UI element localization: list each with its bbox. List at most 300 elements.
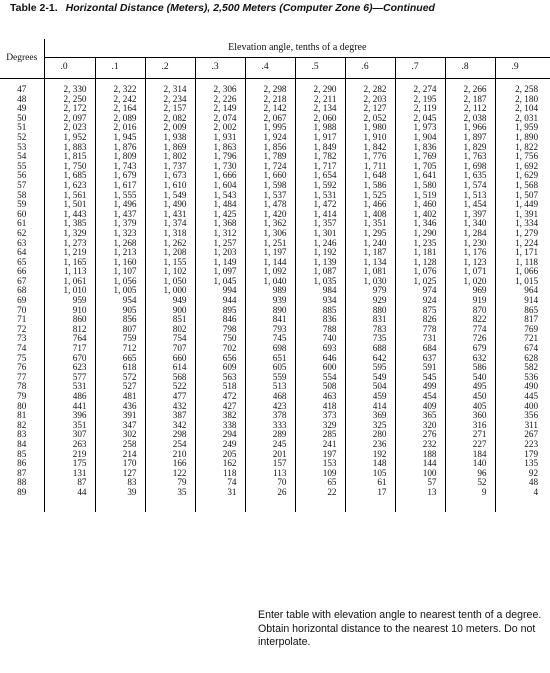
distance-cell: 219 bbox=[44, 450, 95, 460]
distance-cell: 157 bbox=[245, 459, 295, 469]
distance-cell: 162 bbox=[195, 459, 245, 469]
distance-cell: 568 bbox=[145, 373, 195, 383]
tenth-header: .8 bbox=[445, 57, 495, 78]
table-number: Table 2-1. bbox=[10, 2, 58, 14]
table-row bbox=[0, 430, 550, 440]
distance-cell: 929 bbox=[345, 296, 395, 306]
distance-cell: 702 bbox=[195, 344, 245, 354]
distance-cell: 944 bbox=[195, 296, 245, 306]
distance-cell: 144 bbox=[395, 459, 445, 469]
distance-cell: 2, 031 bbox=[515, 113, 539, 123]
distance-cell: 637 bbox=[395, 354, 445, 364]
distance-cell: 131 bbox=[44, 469, 95, 479]
distance-cell: 688 bbox=[345, 344, 395, 354]
distance-cell: 148 bbox=[345, 459, 395, 469]
distance-cell: 1, 385 bbox=[44, 219, 95, 229]
distance-cell: 1, 952 bbox=[44, 133, 95, 143]
distance-cell: 1, 295 bbox=[345, 229, 395, 239]
distance-cell: 2, 314 bbox=[145, 85, 195, 95]
distance-cell: 2, 002 bbox=[195, 123, 245, 133]
distance-cell: 423 bbox=[245, 402, 295, 412]
distance-cell: 13 bbox=[395, 488, 445, 498]
degree-cell: 76 bbox=[0, 363, 44, 373]
distance-cell: 693 bbox=[295, 344, 345, 354]
distance-cell: 2, 266 bbox=[445, 85, 495, 95]
distance-cell: 432 bbox=[145, 402, 195, 412]
degree-cell: 80 bbox=[0, 402, 44, 412]
table-row bbox=[0, 469, 550, 479]
distance-cell: 856 bbox=[95, 315, 145, 325]
distance-cell: 1, 641 bbox=[395, 171, 445, 181]
degree-cell: 82 bbox=[0, 421, 44, 431]
distance-cell: 1, 635 bbox=[445, 171, 495, 181]
table-row bbox=[0, 354, 550, 364]
distance-cell: 1, 149 bbox=[195, 258, 245, 268]
distance-cell: 1, 449 bbox=[515, 200, 539, 210]
table-row bbox=[0, 440, 550, 450]
distance-cell: 1, 420 bbox=[245, 210, 295, 220]
distance-cell: 1, 368 bbox=[195, 219, 245, 229]
table-row bbox=[0, 219, 550, 229]
distance-cell: 1, 842 bbox=[345, 143, 395, 153]
distance-cell: 1, 496 bbox=[95, 200, 145, 210]
tenth-header: .2 bbox=[145, 57, 195, 78]
distance-cell: 745 bbox=[245, 334, 295, 344]
table-title bbox=[10, 2, 540, 14]
distance-cell: 1, 617 bbox=[95, 181, 145, 191]
degree-cell: 49 bbox=[0, 104, 44, 114]
distance-cell: 2, 082 bbox=[145, 114, 195, 124]
degree-cell: 86 bbox=[0, 459, 44, 469]
distance-cell: 812 bbox=[44, 325, 95, 335]
distance-cell: 1, 097 bbox=[195, 267, 245, 277]
degree-cell: 71 bbox=[0, 315, 44, 325]
distance-cell: 831 bbox=[345, 315, 395, 325]
distance-cell: 17 bbox=[345, 488, 395, 498]
distance-cell: 1, 555 bbox=[95, 191, 145, 201]
distance-cell: 2, 119 bbox=[395, 104, 445, 114]
distance-cell: 1, 692 bbox=[515, 161, 539, 171]
distance-cell: 481 bbox=[95, 392, 145, 402]
distance-cell: 1, 362 bbox=[245, 219, 295, 229]
distance-cell: 1, 318 bbox=[145, 229, 195, 239]
distance-cell: 83 bbox=[95, 478, 145, 488]
distance-cell: 1, 549 bbox=[145, 191, 195, 201]
distance-cell: 418 bbox=[295, 402, 345, 412]
table-row bbox=[0, 123, 550, 133]
degree-cell: 72 bbox=[0, 325, 44, 335]
distance-cell: 910 bbox=[44, 306, 95, 316]
distance-cell: 338 bbox=[195, 421, 245, 431]
distance-cell: 1, 711 bbox=[345, 162, 395, 172]
distance-cell: 582 bbox=[524, 363, 539, 373]
distance-cell: 1, 015 bbox=[515, 276, 539, 286]
distance-cell: 351 bbox=[44, 421, 95, 431]
distance-cell: 1, 737 bbox=[145, 162, 195, 172]
distance-cell: 1, 000 bbox=[145, 286, 195, 296]
table-row bbox=[0, 133, 550, 143]
distance-cell: 1, 654 bbox=[295, 171, 345, 181]
distance-cell: 2, 187 bbox=[445, 95, 495, 105]
distance-cell: 1, 756 bbox=[515, 152, 539, 162]
distance-cell: 1, 020 bbox=[445, 277, 495, 287]
table-row bbox=[0, 373, 550, 383]
distance-cell: 698 bbox=[245, 344, 295, 354]
distance-cell: 1, 230 bbox=[445, 239, 495, 249]
distance-cell: 4 bbox=[533, 487, 539, 497]
distance-cell: 836 bbox=[295, 315, 345, 325]
degree-cell: 66 bbox=[0, 267, 44, 277]
distance-cell: 210 bbox=[145, 450, 195, 460]
distance-cell: 559 bbox=[245, 373, 295, 383]
distance-cell: 1, 610 bbox=[145, 181, 195, 191]
distance-cell: 1, 802 bbox=[145, 152, 195, 162]
distance-cell: 1, 144 bbox=[245, 258, 295, 268]
degree-cell: 65 bbox=[0, 258, 44, 268]
distance-cell: 846 bbox=[195, 315, 245, 325]
distance-cell: 2, 157 bbox=[145, 104, 195, 114]
distance-cell: 1, 809 bbox=[95, 152, 145, 162]
table-row bbox=[0, 488, 550, 498]
distance-cell: 1, 251 bbox=[245, 239, 295, 249]
distance-cell: 1, 717 bbox=[295, 162, 345, 172]
distance-cell: 2, 258 bbox=[515, 85, 539, 94]
distance-cell: 750 bbox=[195, 334, 245, 344]
distance-cell: 486 bbox=[44, 392, 95, 402]
distance-cell: 96 bbox=[445, 469, 495, 479]
distance-cell: 294 bbox=[195, 430, 245, 440]
distance-cell: 298 bbox=[145, 430, 195, 440]
distance-cell: 70 bbox=[245, 478, 295, 488]
distance-cell: 271 bbox=[445, 430, 495, 440]
distance-cell: 1, 240 bbox=[345, 239, 395, 249]
distance-cell: 726 bbox=[445, 334, 495, 344]
distance-cell: 674 bbox=[524, 344, 539, 354]
tenth-header: .5 bbox=[295, 57, 345, 78]
distance-cell: 1, 301 bbox=[295, 229, 345, 239]
distance-cell: 1, 945 bbox=[95, 133, 145, 143]
distance-cell: 1, 876 bbox=[95, 143, 145, 153]
distance-cell: 2, 067 bbox=[245, 114, 295, 124]
distance-cell: 605 bbox=[245, 363, 295, 373]
distance-cell: 140 bbox=[445, 459, 495, 469]
distance-cell: 232 bbox=[395, 440, 445, 450]
distance-cell: 572 bbox=[95, 373, 145, 383]
distance-cell: 1, 789 bbox=[245, 152, 295, 162]
distance-cell: 1, 402 bbox=[395, 210, 445, 220]
degree-cell: 70 bbox=[0, 306, 44, 316]
distance-cell: 289 bbox=[245, 430, 295, 440]
distance-cell: 2, 290 bbox=[295, 85, 345, 95]
distance-cell: 1, 673 bbox=[145, 171, 195, 181]
distance-cell: 545 bbox=[395, 373, 445, 383]
distance-cell: 2, 306 bbox=[195, 85, 245, 95]
distance-cell: 670 bbox=[44, 354, 95, 364]
distance-cell: 959 bbox=[44, 296, 95, 306]
distance-cell: 188 bbox=[395, 450, 445, 460]
distance-cell: 445 bbox=[524, 392, 539, 401]
table-row bbox=[0, 334, 550, 344]
distance-cell: 118 bbox=[195, 469, 245, 479]
distance-cell: 65 bbox=[295, 478, 345, 488]
distance-cell: 1, 118 bbox=[515, 257, 539, 267]
distance-cell: 1, 351 bbox=[345, 219, 395, 229]
distance-cell: 31 bbox=[195, 488, 245, 498]
degree-cell: 48 bbox=[0, 95, 44, 105]
table-row bbox=[0, 267, 550, 277]
distance-cell: 360 bbox=[445, 411, 495, 421]
distance-cell: 1, 397 bbox=[445, 210, 495, 220]
distance-cell: 1, 273 bbox=[44, 239, 95, 249]
distance-cell: 450 bbox=[445, 392, 495, 402]
distance-cell: 504 bbox=[345, 382, 395, 392]
degree-cell: 61 bbox=[0, 219, 44, 229]
distance-cell: 1, 685 bbox=[44, 171, 95, 181]
distance-cell: 1, 312 bbox=[195, 229, 245, 239]
distance-cell: 1, 568 bbox=[515, 180, 539, 190]
distance-cell: 1, 507 bbox=[515, 190, 539, 200]
distance-cell: 175 bbox=[44, 459, 95, 469]
distance-cell: 1, 176 bbox=[445, 248, 495, 258]
distance-cell: 1, 357 bbox=[295, 219, 345, 229]
table-row bbox=[0, 296, 550, 306]
distance-cell: 2, 134 bbox=[295, 104, 345, 114]
distance-cell: 949 bbox=[145, 296, 195, 306]
distance-cell: 1, 040 bbox=[245, 277, 295, 287]
distance-cell: 105 bbox=[345, 469, 395, 479]
degree-cell: 75 bbox=[0, 354, 44, 364]
distance-cell: 939 bbox=[245, 296, 295, 306]
table-row bbox=[0, 286, 550, 296]
distance-cell: 454 bbox=[395, 392, 445, 402]
elevation-angle-header: Elevation angle, tenths of a degree bbox=[44, 39, 550, 57]
distance-cell: 378 bbox=[245, 411, 295, 421]
distance-cell: 373 bbox=[295, 411, 345, 421]
degree-cell: 64 bbox=[0, 248, 44, 258]
distance-cell: 900 bbox=[145, 306, 195, 316]
table-row bbox=[0, 143, 550, 153]
distance-cell: 769 bbox=[524, 324, 539, 334]
distance-cell: 822 bbox=[445, 315, 495, 325]
distance-cell: 1, 181 bbox=[395, 248, 445, 258]
distance-cell: 490 bbox=[524, 382, 539, 392]
table-row bbox=[0, 363, 550, 373]
distance-cell: 1, 904 bbox=[395, 133, 445, 143]
distance-cell: 2, 330 bbox=[44, 85, 95, 95]
distance-cell: 895 bbox=[195, 306, 245, 316]
table-row bbox=[0, 344, 550, 354]
distance-cell: 1, 869 bbox=[145, 143, 195, 153]
distance-cell: 1, 107 bbox=[95, 267, 145, 277]
distance-cell: 1, 931 bbox=[195, 133, 245, 143]
distance-cell: 127 bbox=[95, 469, 145, 479]
distance-cell: 1, 466 bbox=[345, 200, 395, 210]
distance-cell: 57 bbox=[395, 478, 445, 488]
distance-cell: 436 bbox=[95, 402, 145, 412]
distance-cell: 1, 501 bbox=[44, 200, 95, 210]
distance-cell: 2, 045 bbox=[395, 114, 445, 124]
distance-cell: 1, 061 bbox=[44, 277, 95, 287]
degree-cell: 68 bbox=[0, 286, 44, 296]
distance-cell: 1, 208 bbox=[145, 248, 195, 258]
distance-cell: 665 bbox=[95, 354, 145, 364]
distance-cell: 826 bbox=[395, 315, 445, 325]
distance-cell: 1, 537 bbox=[245, 191, 295, 201]
distance-cell: 1, 724 bbox=[245, 162, 295, 172]
table-body bbox=[0, 79, 550, 512]
distance-cell: 1, 472 bbox=[295, 200, 345, 210]
degree-cell: 74 bbox=[0, 344, 44, 354]
distance-cell: 554 bbox=[295, 373, 345, 383]
distance-cell: 1, 574 bbox=[445, 181, 495, 191]
distance-cell: 1, 592 bbox=[295, 181, 345, 191]
degree-cell: 63 bbox=[0, 239, 44, 249]
distance-cell: 245 bbox=[245, 440, 295, 450]
distance-cell: 179 bbox=[524, 449, 539, 459]
degree-cell: 88 bbox=[0, 478, 44, 488]
distance-cell: 92 bbox=[528, 468, 539, 478]
table-row bbox=[0, 392, 550, 402]
distance-cell: 79 bbox=[145, 478, 195, 488]
degree-cell: 55 bbox=[0, 162, 44, 172]
distance-cell: 1, 822 bbox=[515, 142, 539, 152]
degree-cell: 57 bbox=[0, 181, 44, 191]
distance-cell: 1, 863 bbox=[195, 143, 245, 153]
degree-cell: 50 bbox=[0, 114, 44, 124]
distance-cell: 2, 089 bbox=[95, 114, 145, 124]
distance-cell: 989 bbox=[245, 286, 295, 296]
distance-cell: 1, 165 bbox=[44, 258, 95, 268]
distance-cell: 1, 917 bbox=[295, 133, 345, 143]
distance-cell: 1, 340 bbox=[445, 219, 495, 229]
distance-cell: 924 bbox=[395, 296, 445, 306]
degree-cell: 89 bbox=[0, 488, 44, 498]
distance-cell: 721 bbox=[524, 334, 539, 344]
distance-cell: 1, 257 bbox=[195, 239, 245, 249]
distance-cell: 2, 218 bbox=[245, 95, 295, 105]
distance-cell: 774 bbox=[445, 325, 495, 335]
distance-cell: 522 bbox=[145, 382, 195, 392]
distance-cell: 170 bbox=[95, 459, 145, 469]
distance-cell: 1, 203 bbox=[195, 248, 245, 258]
distance-cell: 1, 580 bbox=[395, 181, 445, 191]
distance-cell: 9 bbox=[445, 488, 495, 498]
table-row bbox=[0, 181, 550, 191]
distance-cell: 817 bbox=[524, 315, 539, 325]
table-row bbox=[0, 191, 550, 201]
degree-cell: 69 bbox=[0, 296, 44, 306]
table-row bbox=[0, 411, 550, 421]
distance-cell: 396 bbox=[44, 411, 95, 421]
distance-cell: 851 bbox=[145, 315, 195, 325]
distance-cell: 1, 187 bbox=[345, 248, 395, 258]
distance-cell: 325 bbox=[345, 421, 395, 431]
table-row bbox=[0, 171, 550, 181]
distance-cell: 1, 586 bbox=[345, 181, 395, 191]
distance-cell: 477 bbox=[145, 392, 195, 402]
distance-cell: 258 bbox=[95, 440, 145, 450]
distance-cell: 731 bbox=[395, 334, 445, 344]
distance-cell: 1, 966 bbox=[445, 123, 495, 133]
distance-cell: 1, 598 bbox=[245, 181, 295, 191]
distance-cell: 1, 025 bbox=[395, 277, 445, 287]
distance-cell: 1, 478 bbox=[245, 200, 295, 210]
distance-cell: 52 bbox=[445, 478, 495, 488]
distance-cell: 1, 192 bbox=[295, 248, 345, 258]
distance-cell: 875 bbox=[395, 306, 445, 316]
distance-cell: 2, 104 bbox=[515, 104, 539, 114]
distance-cell: 468 bbox=[245, 392, 295, 402]
distance-cell: 1, 056 bbox=[95, 277, 145, 287]
distance-cell: 1, 698 bbox=[445, 162, 495, 172]
tenth-header: .7 bbox=[395, 57, 445, 78]
distance-cell: 44 bbox=[44, 488, 95, 498]
distance-cell: 1, 769 bbox=[395, 152, 445, 162]
distance-cell: 405 bbox=[445, 402, 495, 412]
distance-cell: 802 bbox=[145, 325, 195, 335]
distance-cell: 1, 279 bbox=[515, 228, 539, 238]
distance-cell: 1, 113 bbox=[44, 267, 95, 277]
distance-cell: 1, 128 bbox=[395, 258, 445, 268]
distance-cell: 984 bbox=[295, 286, 345, 296]
distance-cell: 1, 910 bbox=[345, 133, 395, 143]
distance-cell: 1, 262 bbox=[145, 239, 195, 249]
distance-cell: 307 bbox=[44, 430, 95, 440]
distance-cell: 969 bbox=[445, 286, 495, 296]
degree-cell: 51 bbox=[0, 123, 44, 133]
distance-cell: 1, 213 bbox=[95, 248, 145, 258]
degree-cell: 60 bbox=[0, 210, 44, 220]
distance-cell: 1, 092 bbox=[245, 267, 295, 277]
distance-cell: 1, 408 bbox=[345, 210, 395, 220]
distance-cell: 531 bbox=[44, 382, 95, 392]
table-row bbox=[0, 229, 550, 239]
distance-cell: 1, 379 bbox=[95, 219, 145, 229]
distance-cell: 1, 329 bbox=[44, 229, 95, 239]
distance-cell: 135 bbox=[524, 459, 539, 469]
distance-cell: 2, 242 bbox=[95, 95, 145, 105]
distance-cell: 735 bbox=[345, 334, 395, 344]
tenths-header-row bbox=[0, 57, 550, 78]
distance-cell: 2, 282 bbox=[345, 85, 395, 95]
distance-cell: 707 bbox=[145, 344, 195, 354]
distance-cell: 1, 437 bbox=[95, 210, 145, 220]
table-row bbox=[0, 258, 550, 268]
distance-cell: 2, 274 bbox=[395, 85, 445, 95]
distance-cell: 890 bbox=[245, 306, 295, 316]
distance-cell: 1, 066 bbox=[515, 267, 539, 277]
distance-cell: 2, 074 bbox=[195, 114, 245, 124]
distance-cell: 1, 988 bbox=[295, 123, 345, 133]
distance-cell: 87 bbox=[44, 478, 95, 488]
distance-cell: 1, 284 bbox=[445, 229, 495, 239]
distance-cell: 276 bbox=[395, 430, 445, 440]
degree-cell: 78 bbox=[0, 382, 44, 392]
distance-cell: 26 bbox=[245, 488, 295, 498]
distance-cell: 2, 142 bbox=[245, 104, 295, 114]
distance-cell: 1, 763 bbox=[445, 152, 495, 162]
distance-cell: 2, 016 bbox=[95, 123, 145, 133]
distance-cell: 2, 149 bbox=[195, 104, 245, 114]
distance-cell: 400 bbox=[524, 401, 539, 411]
distance-cell: 316 bbox=[445, 421, 495, 431]
distance-cell: 1, 629 bbox=[515, 171, 539, 181]
distance-cell: 1, 454 bbox=[445, 200, 495, 210]
horizontal-distance-table bbox=[0, 39, 550, 512]
distance-cell: 914 bbox=[524, 296, 539, 306]
distance-cell: 166 bbox=[145, 459, 195, 469]
distance-cell: 2, 052 bbox=[345, 114, 395, 124]
